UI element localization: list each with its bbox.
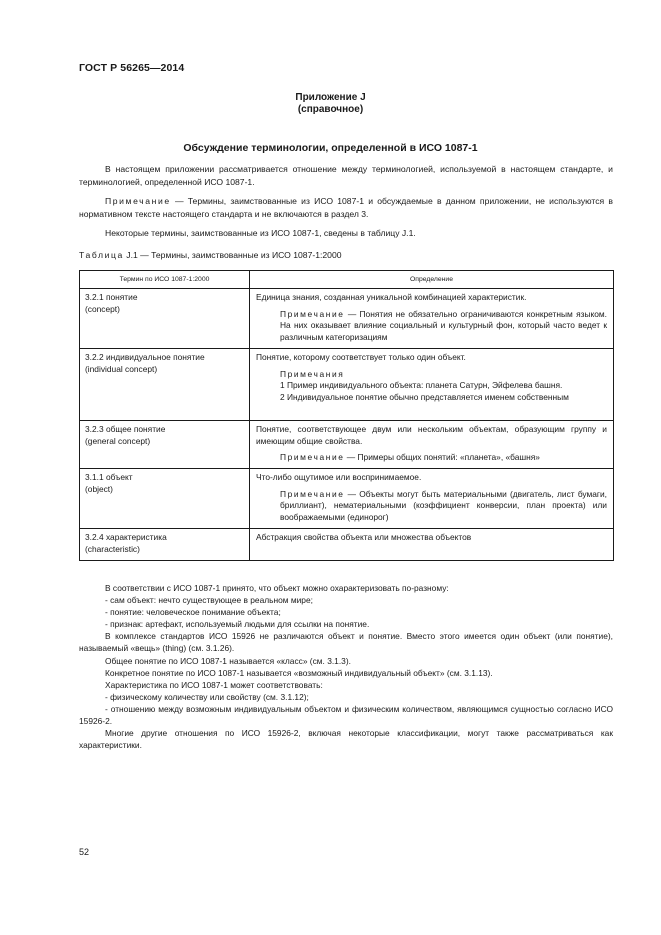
section-title: Обсуждение терминологии, определенной в ИСО 1087-1: [183, 142, 478, 154]
term-cell: [80, 289, 250, 349]
body-line: - физическому количеству или свойству (см. 3.1.12);: [105, 691, 309, 702]
definition-cell: [250, 349, 614, 421]
definition-text: Что-либо ощутимое или воспринимаемое.: [256, 472, 422, 482]
term-ru: 3.1.1 объект: [85, 472, 133, 482]
table-row: [80, 349, 614, 421]
term-en: (characteristic): [85, 543, 140, 554]
term-cell: [80, 469, 250, 529]
intro-note-label: Примечание: [105, 196, 171, 206]
body-text: [79, 582, 613, 751]
page-number: 52: [79, 847, 90, 857]
term-ru: 3.2.3 общее понятие: [85, 424, 166, 434]
term-en: (general concept): [85, 435, 151, 446]
table-caption-text: J.1 — Термины, заимствованные из ИСО 1087-1:2000: [123, 250, 342, 260]
table-row: [80, 421, 614, 469]
body-line: Конкретное понятие по ИСО 1087-1 называется «возможный индивидуальный объект» (см. 3.1.13).: [105, 667, 493, 678]
definition-text: Абстракция свойства объекта или множества объектов: [256, 532, 472, 542]
note: [256, 309, 607, 344]
note-text: — Понятия не обязательно ограничиваются конкретным языком. На них оказывает влияние социальный и культурный фон, который часто ведет к различным категоризациям: [280, 308, 607, 342]
terms-table: [79, 270, 614, 561]
term-ru: 3.2.4 характеристика: [85, 532, 167, 542]
definition-text: Единица знания, созданная уникальной комбинацией характеристик.: [256, 292, 527, 302]
table-header-row: [80, 271, 614, 289]
table-row: [80, 469, 614, 529]
term-en: (concept): [85, 303, 120, 314]
intro-text-1: В настоящем приложении рассматривается отношение между терминологией, используемой в настоящем стандарте, и терминологией, определенной ИСО 1087-1.: [79, 164, 613, 187]
body-line: - сам объект: нечто существующее в реальном мире;: [105, 595, 313, 606]
definition-cell: [250, 421, 614, 469]
definition-cell: [250, 289, 614, 349]
intro-note: [79, 195, 613, 220]
body-line: - понятие: человеческое понимание объекта;: [105, 607, 281, 618]
standard-header: ГОСТ Р 56265—2014: [79, 62, 185, 74]
intro-note-text: — Термины, заимствованные из ИСО 1087-1 и обсуждаемые в данном приложении, не используются в нормативном тексте настоящего стандарта и не включаются в раздел 3.: [79, 196, 613, 219]
note: [256, 452, 607, 464]
intro-text-3: Некоторые термины, заимствованные из ИСО 1087-1, сведены в таблицу J.1.: [105, 228, 416, 238]
term-cell: [80, 349, 250, 421]
definition-cell: [250, 469, 614, 529]
body-line: Общее понятие по ИСО 1087-1 называется «класс» (см. 3.1.3).: [105, 655, 351, 666]
definition-text: Понятие, соответствующее двум или нескольким объектам, образующим группу и имеющим общие свойства.: [256, 424, 607, 446]
body-line: Характеристика по ИСО 1087-1 может соответствовать:: [105, 679, 323, 690]
note-label: Примечание: [280, 308, 345, 319]
term-en: (object): [85, 483, 113, 494]
term-cell: [80, 421, 250, 469]
term-ru: 3.2.1 понятие: [85, 292, 138, 302]
term-en: (individual concept): [85, 363, 158, 374]
note: [256, 489, 607, 524]
table-caption-label: Таблица: [79, 250, 124, 260]
body-line: - отношению между возможным индивидуальным объектом и физическим количеством, являющимся сущностью согласно ИСО 15926-2.: [79, 703, 613, 727]
table-row: [80, 529, 614, 561]
body-line: В соответствии с ИСО 1087-1 принято, что объект можно охарактеризовать по-разному:: [105, 583, 449, 593]
body-line: - признак: артефакт, используемый людьми для ссылки на понятие.: [105, 619, 370, 630]
note-1: 1 Пример индивидуального объекта: планета Сатурн, Эйфелева башня.: [280, 380, 563, 390]
note-text: — Объекты могут быть материальными (двигатель, лист бумаги, бриллиант), нематериальными (коэффициент конверсии, план проекта) или воображаемыми (единорог): [280, 488, 607, 522]
note-label: Примечание: [280, 452, 345, 462]
notes-label: Примечания: [280, 368, 345, 379]
intro-paragraph-1: [79, 163, 613, 188]
appendix-title: Приложение J: [295, 92, 366, 103]
note-2: 2 Индивидуальное понятие обычно представляется именем собственным: [280, 391, 569, 402]
column-header-definition: Определение: [250, 271, 614, 289]
note-label: Примечание: [280, 488, 345, 499]
note-text: — Примеры общих понятий: «планета», «башня»: [344, 452, 540, 462]
column-header-term: Термин по ИСО 1087-1:2000: [80, 271, 250, 289]
appendix-subtitle: (справочное): [297, 104, 364, 115]
term-cell: [80, 529, 250, 561]
term-ru: 3.2.2 индивидуальное понятие: [85, 352, 205, 362]
intro-paragraph-3: [79, 227, 613, 240]
definition-cell: [250, 529, 614, 561]
definition-text: Понятие, которому соответствует только один объект.: [256, 352, 466, 362]
table-caption: [79, 250, 342, 260]
body-line: В комплексе стандартов ИСО 15926 не различаются объект и понятие. Вместо этого имеется один объект (или понятие), называемый «вещь» (thing) (см. 3.1.26).: [79, 631, 613, 654]
body-line: Многие другие отношения по ИСО 15926-2, включая некоторые классификации, могут также рассматриваться как характеристики.: [79, 728, 613, 751]
table-row: [80, 289, 614, 349]
